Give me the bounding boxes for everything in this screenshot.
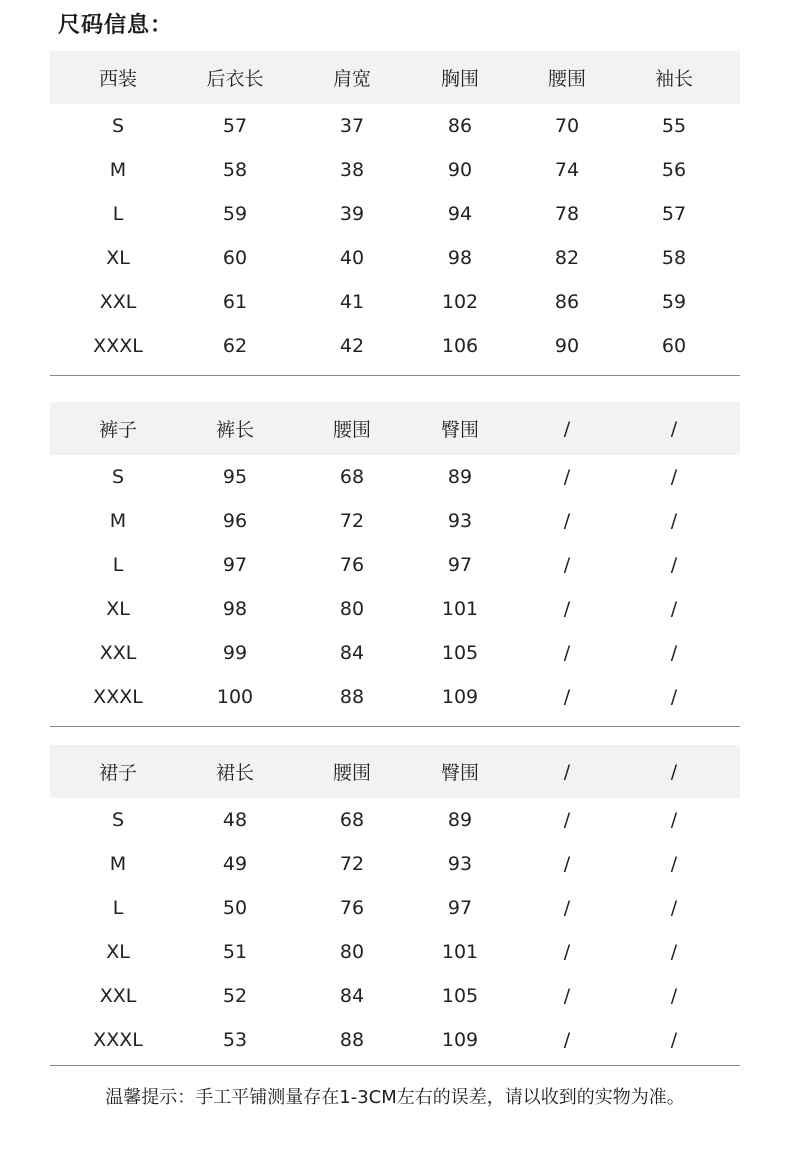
table-cell: 76 — [339, 897, 365, 919]
table-cell: 52 — [222, 985, 248, 1007]
header-cell: 臀围 — [440, 419, 479, 441]
table-row — [50, 455, 740, 499]
header-cell: 袖长 — [654, 68, 693, 90]
table-row — [50, 280, 740, 324]
table-cell: XXL — [99, 985, 137, 1007]
table-row — [50, 543, 740, 587]
table-row — [50, 886, 740, 930]
table-row — [50, 842, 740, 886]
pants-size-table — [50, 402, 740, 719]
table-cell: / — [563, 853, 571, 875]
table-cell: / — [563, 510, 571, 532]
table-cell: 86 — [447, 115, 473, 137]
table-cell: XL — [106, 941, 130, 963]
table-cell: / — [670, 897, 678, 919]
header-cell: 腰围 — [547, 68, 586, 90]
table-cell: 98 — [447, 247, 473, 269]
table-cell: L — [112, 897, 124, 919]
table-cell: 50 — [222, 897, 248, 919]
table-cell: 60 — [661, 335, 687, 357]
table-cell: 59 — [222, 203, 248, 225]
table-cell: XXL — [99, 291, 137, 313]
table-cell: 109 — [441, 1029, 479, 1051]
table-cell: 42 — [339, 335, 365, 357]
table-cell: 97 — [447, 897, 473, 919]
table-cell: 89 — [447, 809, 473, 831]
table-cell: / — [563, 554, 571, 576]
table-cell: / — [563, 985, 571, 1007]
table-cell: / — [563, 809, 571, 831]
header-cell: / — [670, 417, 678, 440]
table-cell: S — [111, 809, 125, 831]
table-cell: 70 — [554, 115, 580, 137]
table-cell: XL — [106, 247, 130, 269]
table-cell: 78 — [554, 203, 580, 225]
table-cell: / — [670, 642, 678, 664]
table-cell: / — [670, 853, 678, 875]
header-cell: / — [563, 760, 571, 783]
table-cell: 72 — [339, 853, 365, 875]
table-cell: / — [563, 941, 571, 963]
table-cell: 101 — [441, 598, 479, 620]
table-row — [50, 236, 740, 280]
table-cell: 76 — [339, 554, 365, 576]
table-cell: 93 — [447, 853, 473, 875]
table-cell: 93 — [447, 510, 473, 532]
table-row — [50, 324, 740, 368]
section-divider — [50, 1065, 740, 1066]
table-cell: 57 — [661, 203, 687, 225]
skirt-size-table — [50, 745, 740, 1062]
table-cell: 40 — [339, 247, 365, 269]
table-cell: / — [670, 985, 678, 1007]
table-cell: 88 — [339, 686, 365, 708]
header-cell: 裤子 — [98, 419, 137, 441]
table-cell: 53 — [222, 1029, 248, 1051]
table-cell: 60 — [222, 247, 248, 269]
table-cell: / — [563, 598, 571, 620]
header-cell: 腰围 — [332, 419, 371, 441]
table-cell: 57 — [222, 115, 248, 137]
table-row — [50, 499, 740, 543]
table-cell: 74 — [554, 159, 580, 181]
table-cell: 58 — [661, 247, 687, 269]
table-cell: / — [563, 642, 571, 664]
header-cell: 裙子 — [98, 762, 137, 784]
table-cell: 94 — [447, 203, 473, 225]
table-cell: 37 — [339, 115, 365, 137]
table-cell: 106 — [441, 335, 479, 357]
table-cell: 48 — [222, 809, 248, 831]
table-cell: 102 — [441, 291, 479, 313]
page-title: 尺码信息： — [58, 13, 174, 38]
table-cell: M — [109, 853, 127, 875]
header-cell: / — [670, 760, 678, 783]
table-cell: / — [670, 466, 678, 488]
table-cell: S — [111, 466, 125, 488]
table-cell: 68 — [339, 809, 365, 831]
table-cell: XXXL — [93, 1029, 143, 1051]
table-cell: 96 — [222, 510, 248, 532]
table-cell: / — [670, 554, 678, 576]
header-cell: 肩宽 — [332, 68, 371, 90]
table-cell: XXL — [99, 642, 137, 664]
table-row — [50, 974, 740, 1018]
table-cell: M — [109, 510, 127, 532]
table-cell: / — [670, 686, 678, 708]
table-row — [50, 192, 740, 236]
table-cell: XL — [106, 598, 130, 620]
table-cell: / — [563, 686, 571, 708]
table-cell: L — [112, 203, 124, 225]
table-cell: 56 — [661, 159, 687, 181]
table-cell: 100 — [216, 686, 254, 708]
table-cell: 84 — [339, 642, 365, 664]
table-cell: L — [112, 554, 124, 576]
table-cell: S — [111, 115, 125, 137]
table-cell: / — [670, 809, 678, 831]
table-cell: 90 — [554, 335, 580, 357]
table-cell: / — [670, 510, 678, 532]
table-row — [50, 104, 740, 148]
table-row — [50, 1018, 740, 1062]
table-cell: 89 — [447, 466, 473, 488]
header-cell: 后衣长 — [206, 68, 264, 90]
table-cell: 97 — [447, 554, 473, 576]
table-cell: / — [670, 1029, 678, 1051]
table-cell: 109 — [441, 686, 479, 708]
table-cell: / — [670, 598, 678, 620]
table-row — [50, 148, 740, 192]
table-cell: 101 — [441, 941, 479, 963]
footer-note: 温馨提示：手工平铺测量存在1-3CM左右的误差，请以收到的实物为准。 — [105, 1087, 685, 1108]
header-cell: 裙长 — [215, 762, 254, 784]
header-cell: 腰围 — [332, 762, 371, 784]
table-cell: 62 — [222, 335, 248, 357]
table-row — [50, 798, 740, 842]
table-cell: XXXL — [93, 686, 143, 708]
table-row — [50, 930, 740, 974]
table-cell: 80 — [339, 598, 365, 620]
table-cell: 38 — [339, 159, 365, 181]
table-cell: / — [670, 941, 678, 963]
table-cell: 68 — [339, 466, 365, 488]
table-cell: 61 — [222, 291, 248, 313]
table-cell: 88 — [339, 1029, 365, 1051]
table-row — [50, 631, 740, 675]
table-header — [50, 745, 740, 798]
table-row — [50, 675, 740, 719]
table-cell: 58 — [222, 159, 248, 181]
table-cell: 72 — [339, 510, 365, 532]
table-cell: 41 — [339, 291, 365, 313]
table-cell: 51 — [222, 941, 248, 963]
table-cell: XXXL — [93, 335, 143, 357]
table-cell: / — [563, 897, 571, 919]
table-cell: 49 — [222, 853, 248, 875]
section-divider — [50, 375, 740, 376]
header-cell: 裤长 — [215, 419, 254, 441]
table-cell: 80 — [339, 941, 365, 963]
table-cell: 99 — [222, 642, 248, 664]
table-cell: / — [563, 1029, 571, 1051]
table-cell: / — [563, 466, 571, 488]
table-cell: 90 — [447, 159, 473, 181]
table-header — [50, 51, 740, 104]
header-cell: 胸围 — [440, 68, 479, 90]
suit-size-table — [50, 51, 740, 368]
table-cell: 84 — [339, 985, 365, 1007]
table-cell: 95 — [222, 466, 248, 488]
table-cell: 82 — [554, 247, 580, 269]
section-divider — [50, 726, 740, 727]
table-cell: 39 — [339, 203, 365, 225]
table-header — [50, 402, 740, 455]
header-cell: / — [563, 417, 571, 440]
header-cell: 臀围 — [440, 762, 479, 784]
table-cell: M — [109, 159, 127, 181]
table-cell: 55 — [661, 115, 687, 137]
table-cell: 98 — [222, 598, 248, 620]
table-cell: 86 — [554, 291, 580, 313]
table-cell: 97 — [222, 554, 248, 576]
table-cell: 59 — [661, 291, 687, 313]
table-cell: 105 — [441, 642, 479, 664]
table-row — [50, 587, 740, 631]
table-cell: 105 — [441, 985, 479, 1007]
header-cell: 西装 — [98, 68, 137, 90]
